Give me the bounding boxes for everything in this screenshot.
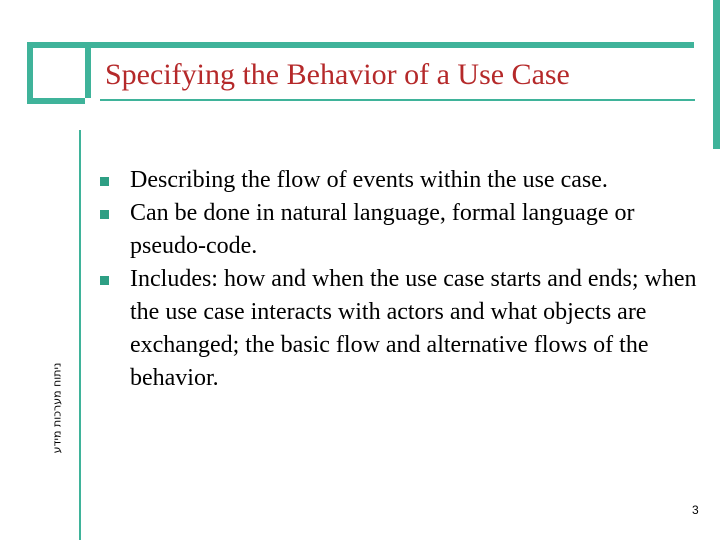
slide-title: Specifying the Behavior of a Use Case	[105, 58, 570, 91]
square-bullet-icon	[100, 276, 109, 285]
bullet-text: Includes: how and when the use case starts and ends; when the use case interacts with actors and what objects are exchanged; the basic flow and alternative flows of the behavior.	[130, 266, 697, 391]
square-bullet-icon	[100, 210, 109, 219]
bullet-list	[100, 164, 700, 395]
decorative-right-bar	[713, 0, 720, 149]
bullet-item	[100, 197, 700, 263]
bullet-item	[100, 164, 700, 197]
side-label: ניתוח מערכות מידע	[50, 362, 64, 454]
left-rule-line	[79, 130, 81, 540]
decorative-frame-top	[27, 42, 694, 48]
decorative-frame-inner	[85, 42, 91, 98]
bullet-text: Can be done in natural language, formal language or pseudo-code.	[130, 200, 635, 259]
title-underline	[100, 99, 695, 101]
bullet-item	[100, 263, 700, 395]
square-bullet-icon	[100, 177, 109, 186]
page-number: 3	[692, 503, 699, 517]
decorative-frame-left	[27, 42, 33, 104]
decorative-frame-bottom	[27, 98, 85, 104]
bullet-text: Describing the flow of events within the use case.	[130, 167, 608, 193]
